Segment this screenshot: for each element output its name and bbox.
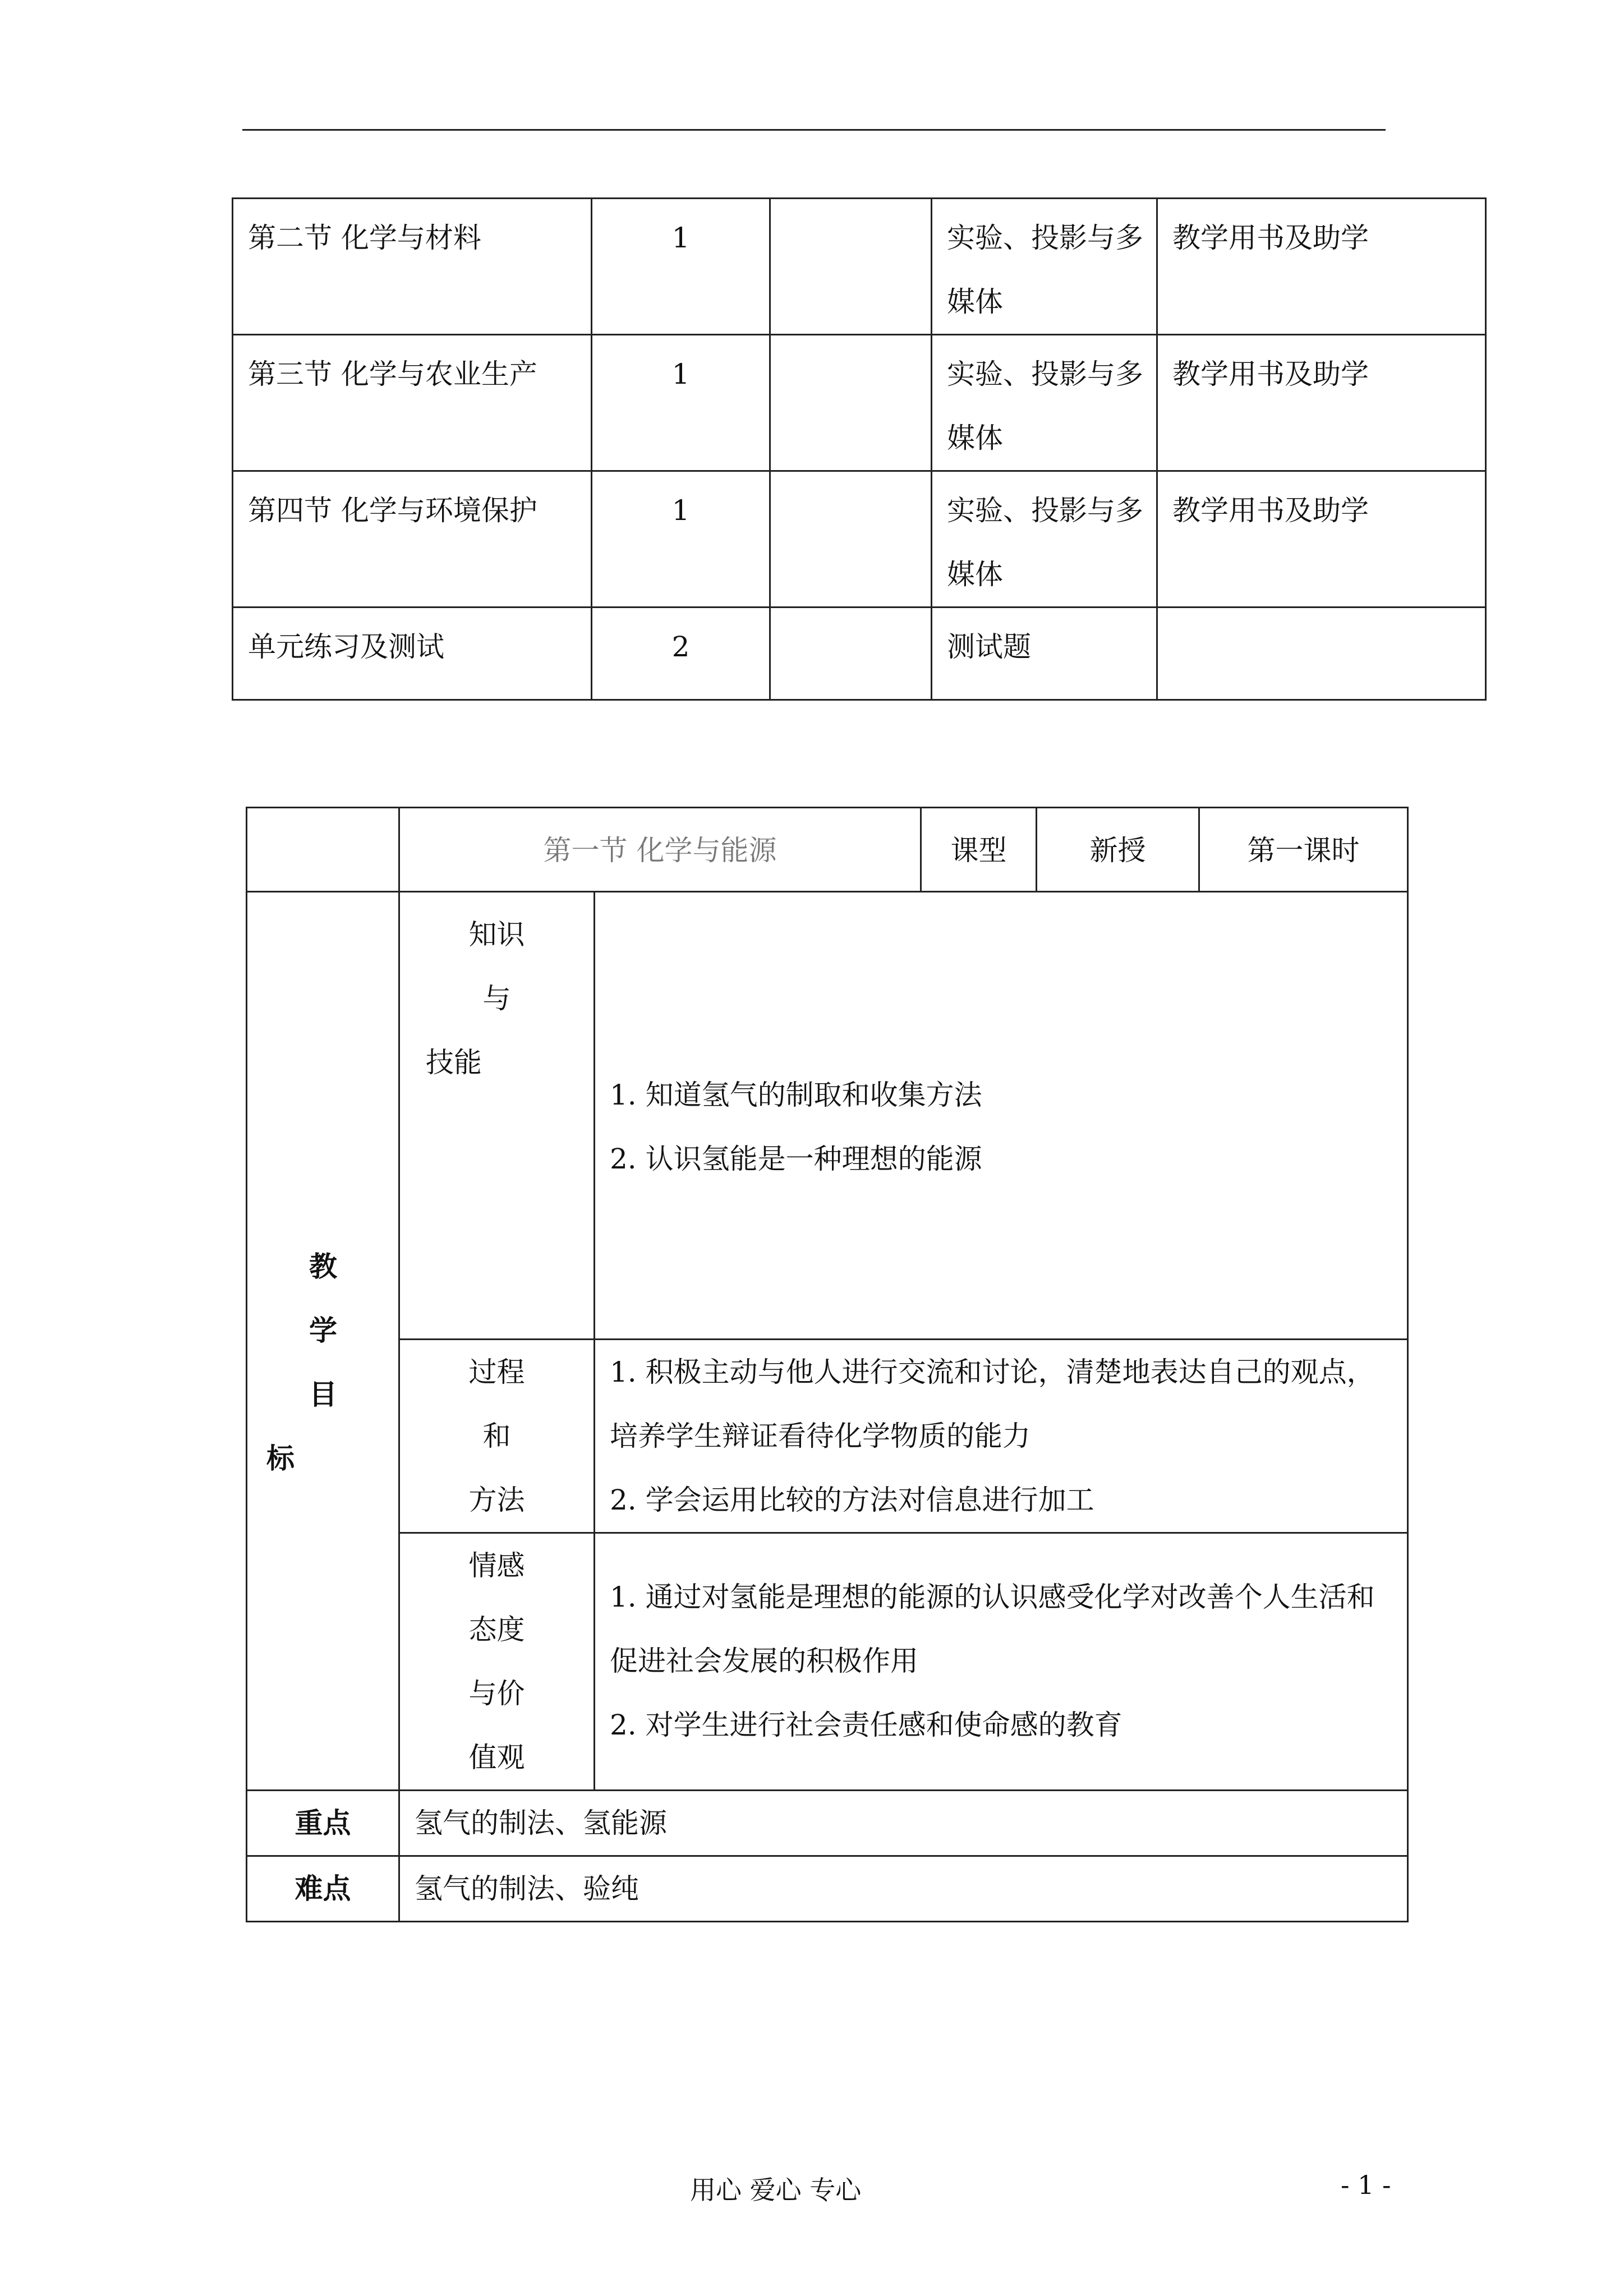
method-cell: 实验、投影与多 媒体 bbox=[932, 471, 1157, 608]
hours-cell: 1 bbox=[592, 199, 770, 335]
table-row bbox=[233, 608, 1486, 700]
schedule-table bbox=[232, 197, 1487, 701]
method-cell: 实验、投影与多 媒体 bbox=[932, 335, 1157, 471]
difficulty-label: 难点 bbox=[247, 1856, 399, 1922]
lesson-title: 第一节 化学与能源 bbox=[399, 808, 921, 892]
emotion-label: 情感 态度 与价 值观 bbox=[399, 1533, 595, 1791]
section-cell: 单元练习及测试 bbox=[233, 608, 592, 700]
section-cell: 第三节 化学与农业生产 bbox=[233, 335, 592, 471]
header-rule bbox=[242, 129, 1386, 131]
section-cell: 第二节 化学与材料 bbox=[233, 199, 592, 335]
section-cell: 第四节 化学与环境保护 bbox=[233, 471, 592, 608]
table-row bbox=[233, 335, 1486, 471]
blank-cell bbox=[770, 471, 932, 608]
process-label: 过程 和 方法 bbox=[399, 1340, 595, 1533]
difficulty-row bbox=[247, 1856, 1408, 1922]
difficulty-value: 氢气的制法、验纯 bbox=[399, 1856, 1408, 1922]
emotion-content: 1. 通过对氢能是理想的能源的认识感受化学对改善个人生活和 促进社会发展的积极作用 2. 对学生进行社会责任感和使命感的教育 bbox=[595, 1533, 1408, 1791]
lesson-header-row bbox=[247, 808, 1408, 892]
process-row bbox=[247, 1340, 1408, 1533]
hours-cell: 1 bbox=[592, 335, 770, 471]
lesson-period: 第一课时 bbox=[1199, 808, 1408, 892]
hours-cell: 1 bbox=[592, 471, 770, 608]
knowledge-label: 知识 与 技能 bbox=[399, 892, 595, 1340]
blank-cell bbox=[770, 199, 932, 335]
knowledge-row bbox=[247, 892, 1408, 1340]
key-point-label: 重点 bbox=[247, 1791, 399, 1856]
method-cell: 测试题 bbox=[932, 608, 1157, 700]
table-row bbox=[233, 471, 1486, 608]
blank-cell bbox=[247, 808, 399, 892]
key-point-row bbox=[247, 1791, 1408, 1856]
blank-cell bbox=[770, 335, 932, 471]
resource-cell: 教学用书及助学 bbox=[1157, 199, 1486, 335]
lesson-type-label: 课型 bbox=[921, 808, 1037, 892]
process-content: 1. 积极主动与他人进行交流和讨论，清楚地表达自己的观点， 培养学生辩证看待化学物质的能力 2. 学会运用比较的方法对信息进行加工 bbox=[595, 1340, 1408, 1533]
hours-cell: 2 bbox=[592, 608, 770, 700]
footer-motto: 用心 爱心 专心 bbox=[690, 2175, 862, 2205]
table-row bbox=[233, 199, 1486, 335]
method-cell: 实验、投影与多 媒体 bbox=[932, 199, 1157, 335]
lesson-plan-table bbox=[246, 807, 1409, 1922]
blank-cell bbox=[770, 608, 932, 700]
resource-cell bbox=[1157, 608, 1486, 700]
resource-cell: 教学用书及助学 bbox=[1157, 471, 1486, 608]
knowledge-content: 1. 知道氢气的制取和收集方法 2. 认识氢能是一种理想的能源 bbox=[595, 892, 1408, 1340]
key-point-value: 氢气的制法、氢能源 bbox=[399, 1791, 1408, 1856]
resource-cell: 教学用书及助学 bbox=[1157, 335, 1486, 471]
objectives-label: 教 学 目 标 bbox=[247, 892, 399, 1791]
emotion-row bbox=[247, 1533, 1408, 1791]
lesson-type-value: 新授 bbox=[1037, 808, 1199, 892]
page-number: - 1 - bbox=[1341, 2170, 1391, 2200]
